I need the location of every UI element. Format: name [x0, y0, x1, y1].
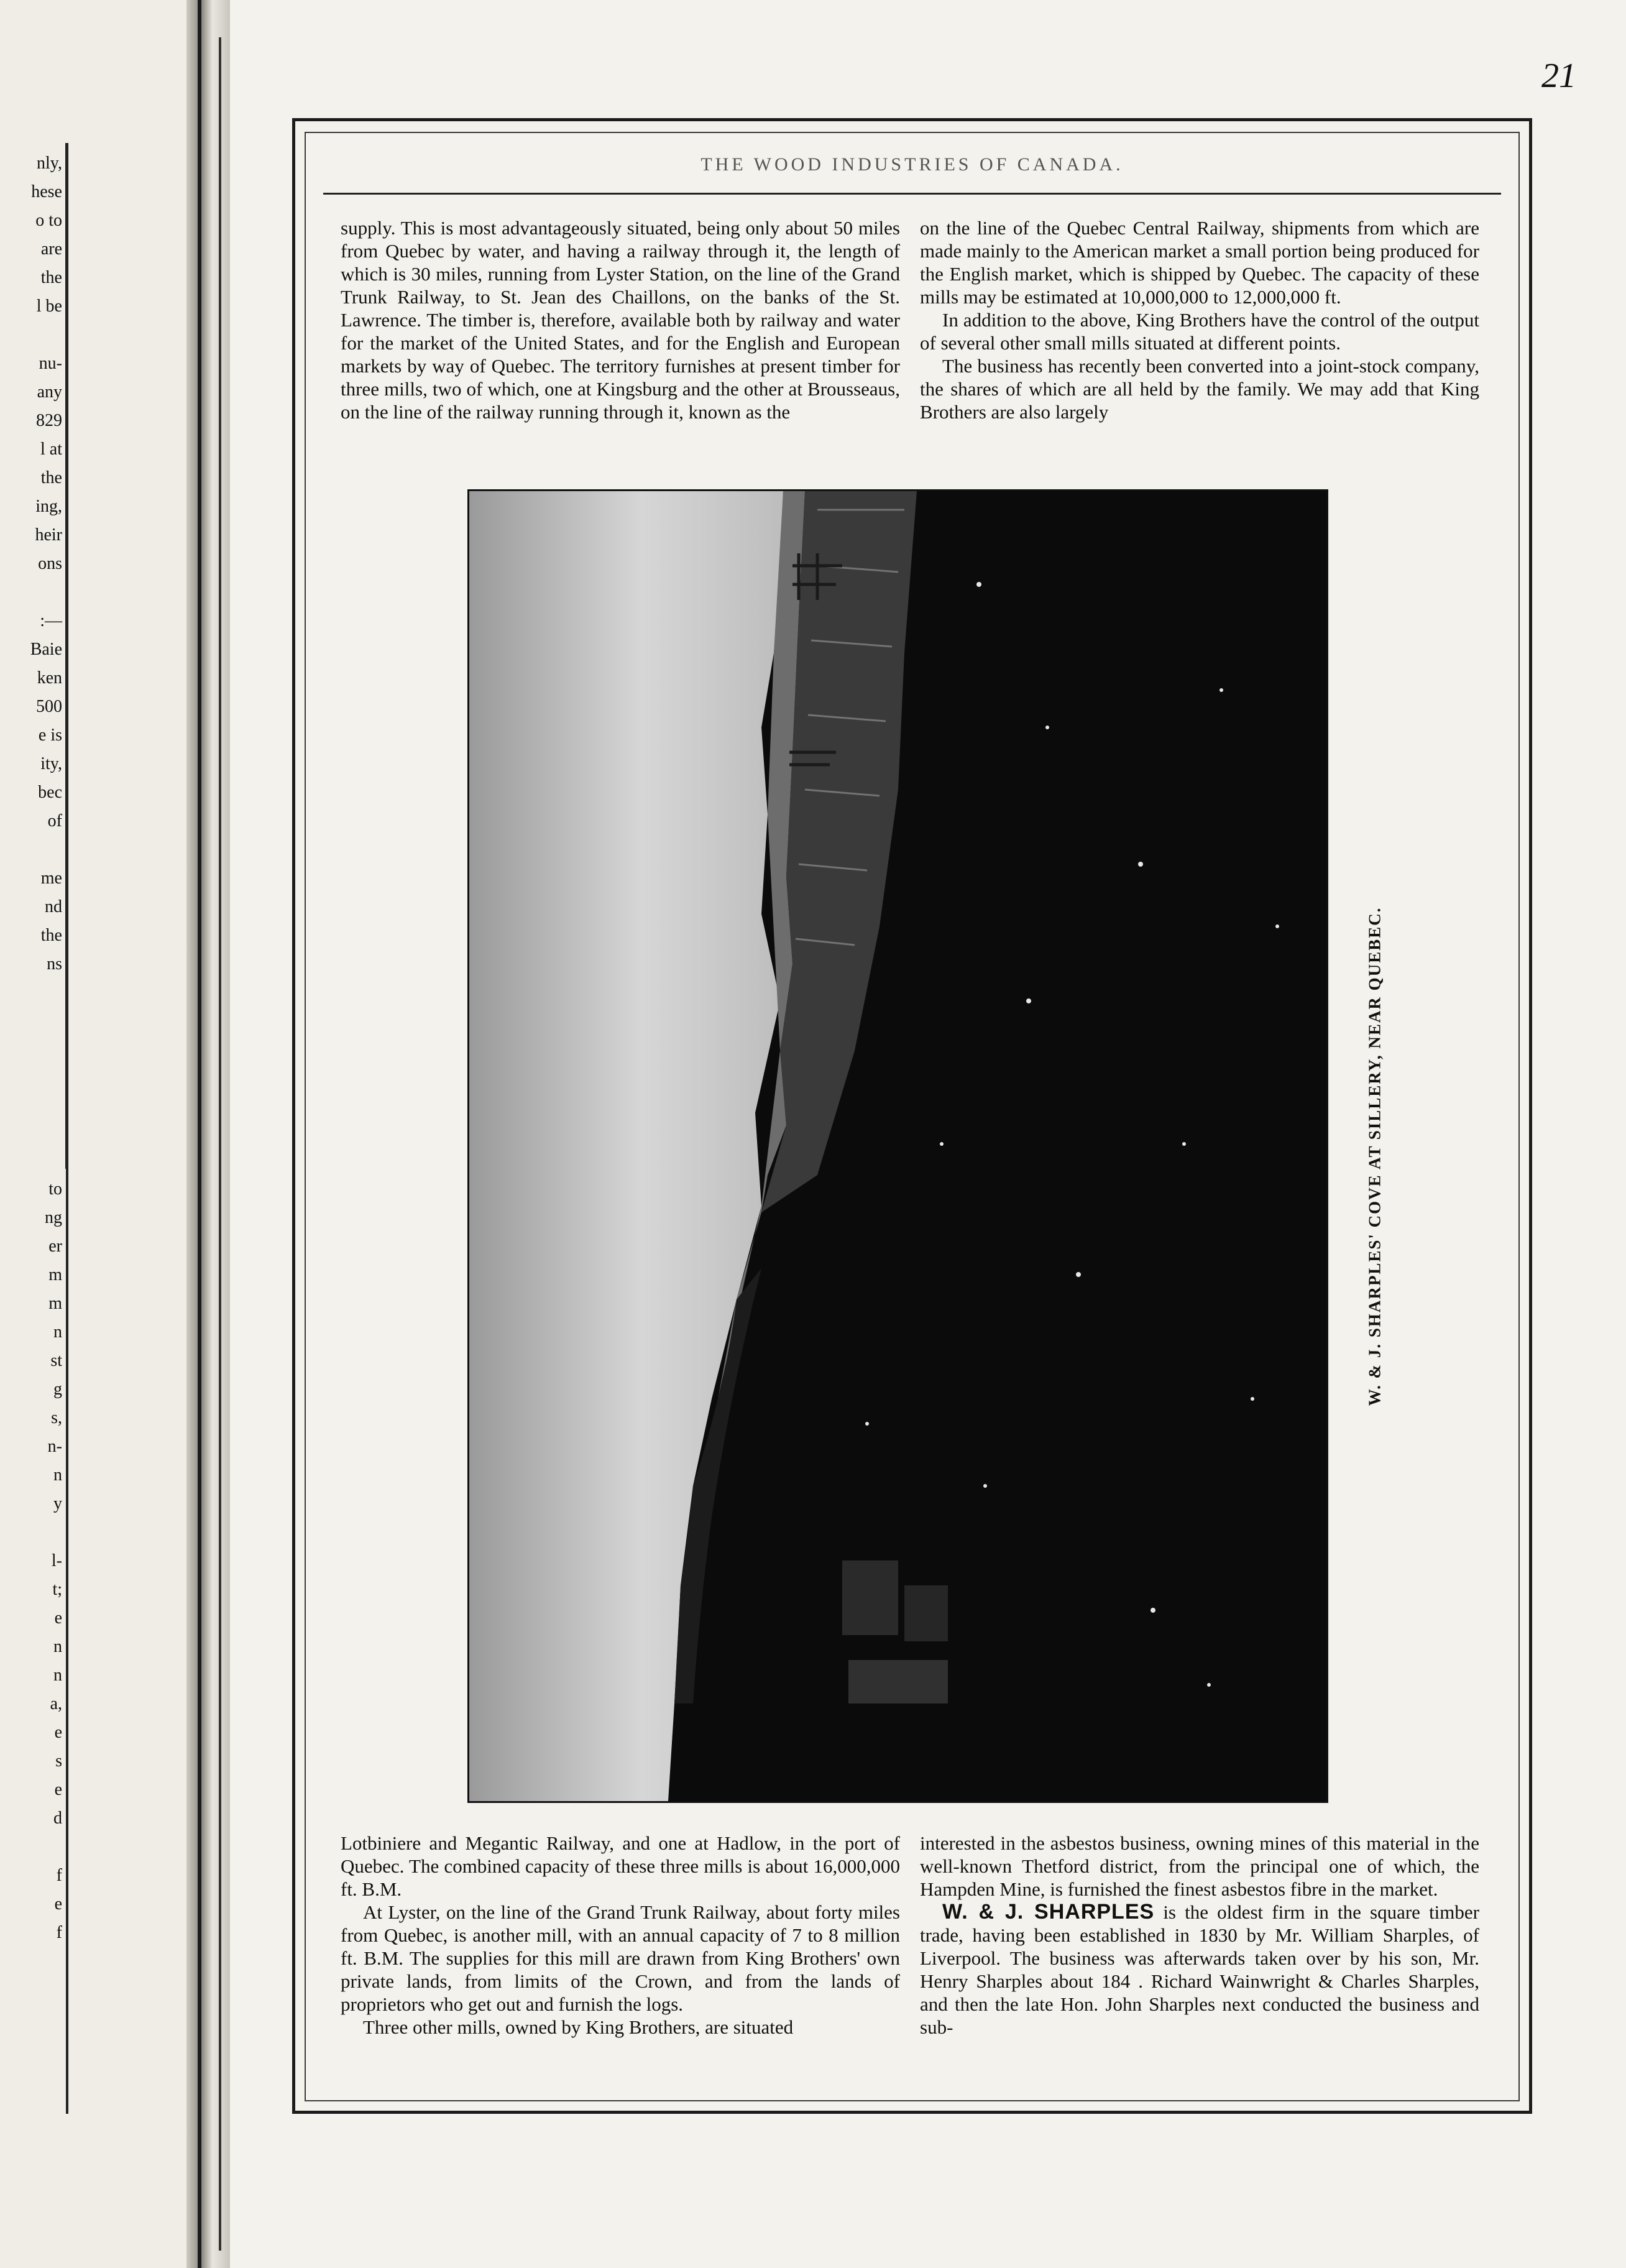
photograph-caption — [1362, 895, 1387, 1418]
left-page-line: l- — [51, 1551, 62, 1570]
paragraph-sharples — [920, 1901, 1479, 2039]
article-column-bottom-left — [341, 1832, 900, 2039]
gutter-rule-inner — [219, 37, 221, 2251]
left-page-line: ns — [47, 954, 62, 974]
left-page-line: e — [54, 1723, 62, 1742]
left-page-line: nd — [45, 897, 62, 916]
left-page-line: ity, — [40, 754, 62, 773]
left-page-line: l at — [40, 440, 62, 459]
left-page-line: ing, — [35, 497, 62, 516]
paragraph: supply. This is most advantageously situated, being only about 50 miles from Quebec by water, and having a railway through it, the length of which is 30 miles, running from Lyster Station, on the line of the Grand Trunk Railway, to St. Jean des Chaillons, on the banks of the St. Lawrence. The timber is, therefore, available both by railway and water for the market of the United States, and for the English and European markets by way of Quebec. The territory furnishes at present timber for three mills, two of which, one at Kingsburg and the other at Brousseaus, on the line of the railway running through it, known as the — [341, 217, 900, 423]
left-page-line: l be — [36, 297, 62, 316]
left-page-line: of — [47, 811, 62, 831]
left-page-line: bec — [38, 783, 62, 802]
left-page-line: n — [53, 1666, 62, 1685]
left-page-line: to — [48, 1179, 62, 1199]
article-column-top-right — [920, 216, 1479, 423]
paragraph: Three other mills, owned by King Brothers, are situated — [363, 2016, 794, 2038]
left-page-line: ons — [38, 554, 62, 573]
left-page-line: e — [54, 1780, 62, 1799]
left-page-line: 500 — [36, 697, 62, 716]
left-page-line: st — [50, 1351, 62, 1370]
left-page-line: o to — [35, 211, 62, 230]
left-page-text-top — [0, 143, 68, 1169]
left-page-line: e — [54, 1608, 62, 1628]
paragraph: Lotbiniere and Megantic Railway, and one at Hadlow, in the port of Quebec. The combined capacity of these three mills is about 16,000,000 ft. B.M. — [341, 1832, 900, 1900]
left-page-line: heir — [35, 525, 62, 545]
left-page-line: the — [40, 468, 62, 487]
left-page-line: nly, — [37, 154, 62, 173]
left-page-line: me — [40, 869, 62, 888]
left-page-line: er — [48, 1237, 62, 1256]
left-page-line: f — [56, 1866, 62, 1885]
left-page-line: Baie — [30, 640, 62, 659]
left-page-line: s, — [51, 1408, 62, 1427]
left-page-line: ng — [45, 1208, 62, 1227]
left-page-line: hese — [31, 182, 62, 201]
left-page-line: are — [40, 239, 62, 259]
left-page-line: any — [37, 382, 62, 402]
caption-text: W. & J. SHARPLES' COVE AT SILLERY, NEAR QUEBEC. — [1365, 906, 1384, 1406]
left-page-line: d — [53, 1809, 62, 1828]
left-page-line: ken — [37, 668, 62, 688]
gutter-rule — [198, 0, 201, 2268]
left-page-line: f — [56, 1923, 62, 1942]
left-page-line: m — [48, 1265, 62, 1284]
running-head: THE WOOD INDUSTRIES OF CANADA. — [700, 154, 1124, 175]
paragraph: The business has recently been converted into a joint-stock company, the shares of which are all held by the family. We may add that King Brothers are also largely — [920, 355, 1479, 423]
firm-name-heading: W. & J. SHARPLES — [942, 1900, 1155, 1924]
paragraph: In addition to the above, King Brothers have the control of the output of several other small mills situated at different points. — [920, 309, 1479, 354]
photograph-image — [469, 491, 1326, 1801]
left-page-line: t; — [52, 1580, 62, 1599]
left-page-line: n — [53, 1322, 62, 1342]
left-page-line: :— — [40, 611, 62, 630]
left-page-line: s — [55, 1751, 62, 1771]
left-page-line: e is — [38, 726, 62, 745]
left-page-line: n — [53, 1465, 62, 1485]
left-page-line: y — [53, 1494, 62, 1513]
photograph-sillery-cove — [467, 489, 1328, 1803]
left-page-line: the — [40, 926, 62, 945]
left-page-line: nu- — [39, 354, 62, 373]
book-gutter — [186, 0, 230, 2268]
left-page-line: n — [53, 1637, 62, 1656]
left-page-line: e — [54, 1894, 62, 1914]
left-page-fragment — [0, 0, 199, 2268]
left-page-line: m — [48, 1294, 62, 1313]
left-page-line: the — [40, 268, 62, 287]
paragraph: interested in the asbestos business, owning mines of this material in the well-known Thetford district, from the principal one of which, the Hampden Mine, is furnished the finest asbestos fibre in the market. — [920, 1832, 1479, 1900]
header-rule — [323, 193, 1501, 195]
sharples-text: is the oldest firm in the square timber trade, having been established in 1830 by Mr. William Sharples, of Liverpool. The business was afterwards taken over by his son, Mr. Henry Sharples about 184 . Richard Wainwright & Charles Sharples, and then the late Hon. John Sharples next conducted the business and sub- — [920, 1901, 1479, 2038]
article-column-bottom-right — [920, 1832, 1479, 2039]
left-page-line: a, — [50, 1694, 62, 1713]
article-column-top-left — [341, 216, 900, 423]
paragraph: At Lyster, on the line of the Grand Trunk Railway, about forty miles from Quebec, is another mill, with an annual capacity of 7 to 8 million ft. B.M. The supplies for this mill are drawn from King Brothers' own private lands, from limits of the Crown, and from the lands of proprietors who get out and furnish the logs. — [341, 1901, 900, 2015]
left-page-line: 829 — [36, 411, 62, 430]
paragraph: on the line of the Quebec Central Railway, shipments from which are made mainly to the American market a small portion being produced for the English market, which is shipped by Quebec. The capacity of these mills may be estimated at 10,000,000 to 12,000,000 ft. — [920, 217, 1479, 308]
page-number: 21 — [1541, 57, 1576, 95]
left-page-line: g — [53, 1380, 62, 1399]
left-page-text-bottom — [0, 1169, 68, 2114]
left-page-line: n- — [47, 1437, 62, 1456]
